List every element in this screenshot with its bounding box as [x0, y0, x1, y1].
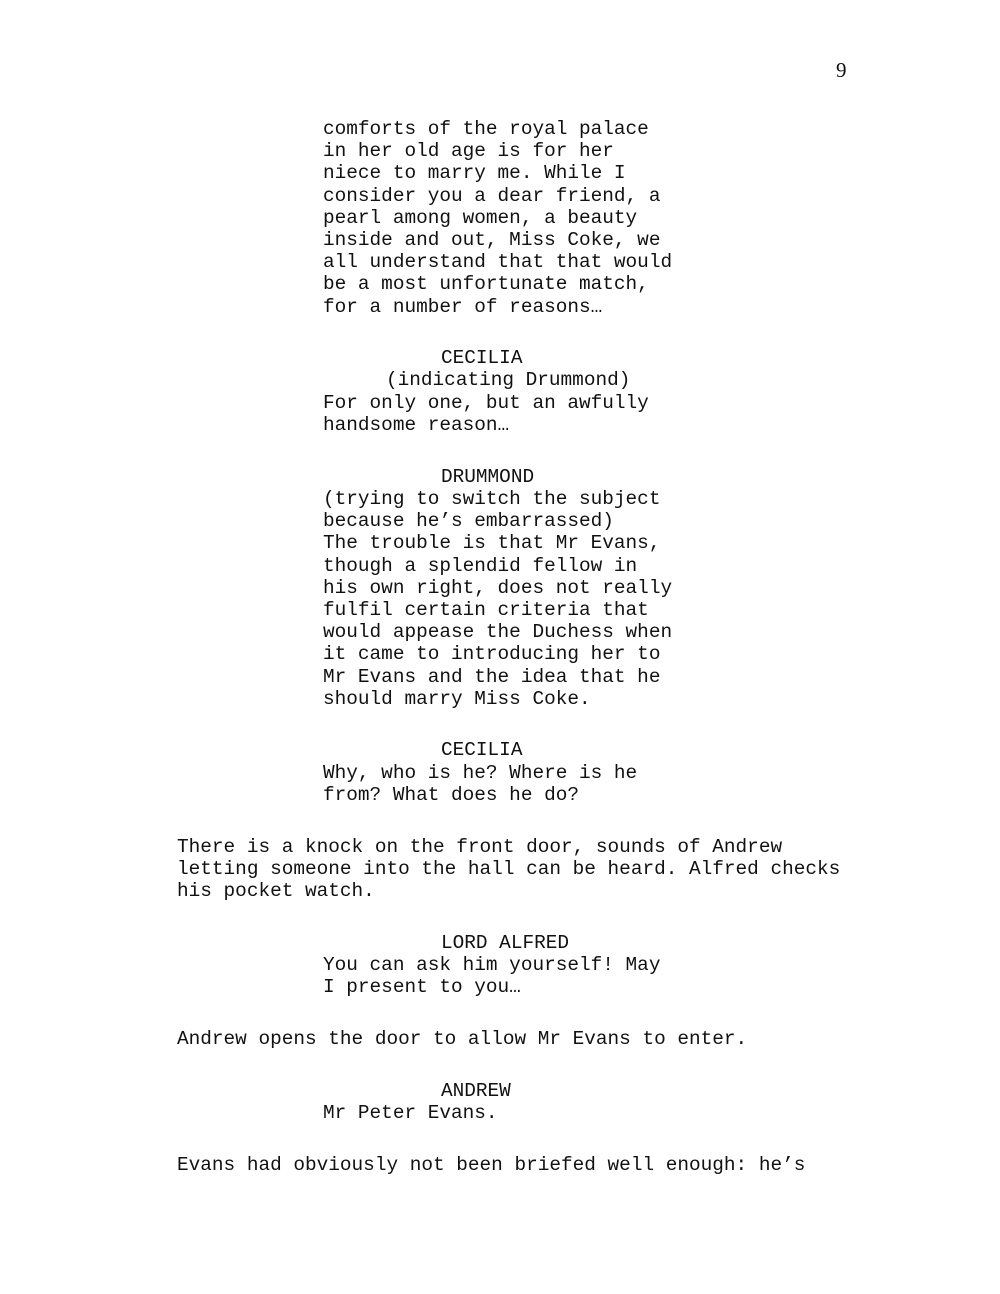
action-andrew-opens-door: Andrew opens the door to allow Mr Evans to enter. — [177, 1028, 748, 1050]
dialogue-cecilia-2: Why, who is he? Where is he from? What does he do? — [323, 762, 638, 807]
dialogue-drummond: (trying to switch the subject because he’s embarrassed) The trouble is that Mr Evans, though a splendid fellow in his own right, does not really fulfil certain criteria that would appease the Duchess when it came to introducing her to Mr Evans and the idea that he should marry Miss Coke. — [323, 488, 673, 710]
dialogue-cecilia: For only one, but an awfully handsome reason… — [323, 392, 649, 437]
character-cue-cecilia-2: CECILIA — [441, 739, 523, 761]
action-evans-not-briefed: Evans had obviously not been briefed well enough: he’s — [177, 1154, 806, 1176]
character-cue-lord-alfred: LORD ALFRED — [441, 932, 569, 954]
page-number: 9 — [836, 58, 847, 82]
dialogue-andrew: Mr Peter Evans. — [323, 1102, 498, 1124]
dialogue-lord-alfred: You can ask him yourself! May I present to you… — [323, 954, 661, 999]
action-knock-on-door: There is a knock on the front door, sounds of Andrew letting someone into the hall can be heard. Alfred checks his pocket watch. — [177, 836, 841, 903]
character-cue-cecilia: CECILIA — [441, 347, 523, 369]
character-cue-drummond: DRUMMOND — [441, 466, 535, 488]
parenthetical: (indicating Drummond) — [386, 369, 631, 391]
dialogue-duke-continued: comforts of the royal palace in her old age is for her niece to marry me. While I consider you a dear friend, a pearl among women, a beauty inside and out, Miss Coke, we all understand that that would be a most unfortunate match, for a number of reasons… — [323, 118, 673, 318]
character-cue-andrew: ANDREW — [441, 1080, 511, 1102]
